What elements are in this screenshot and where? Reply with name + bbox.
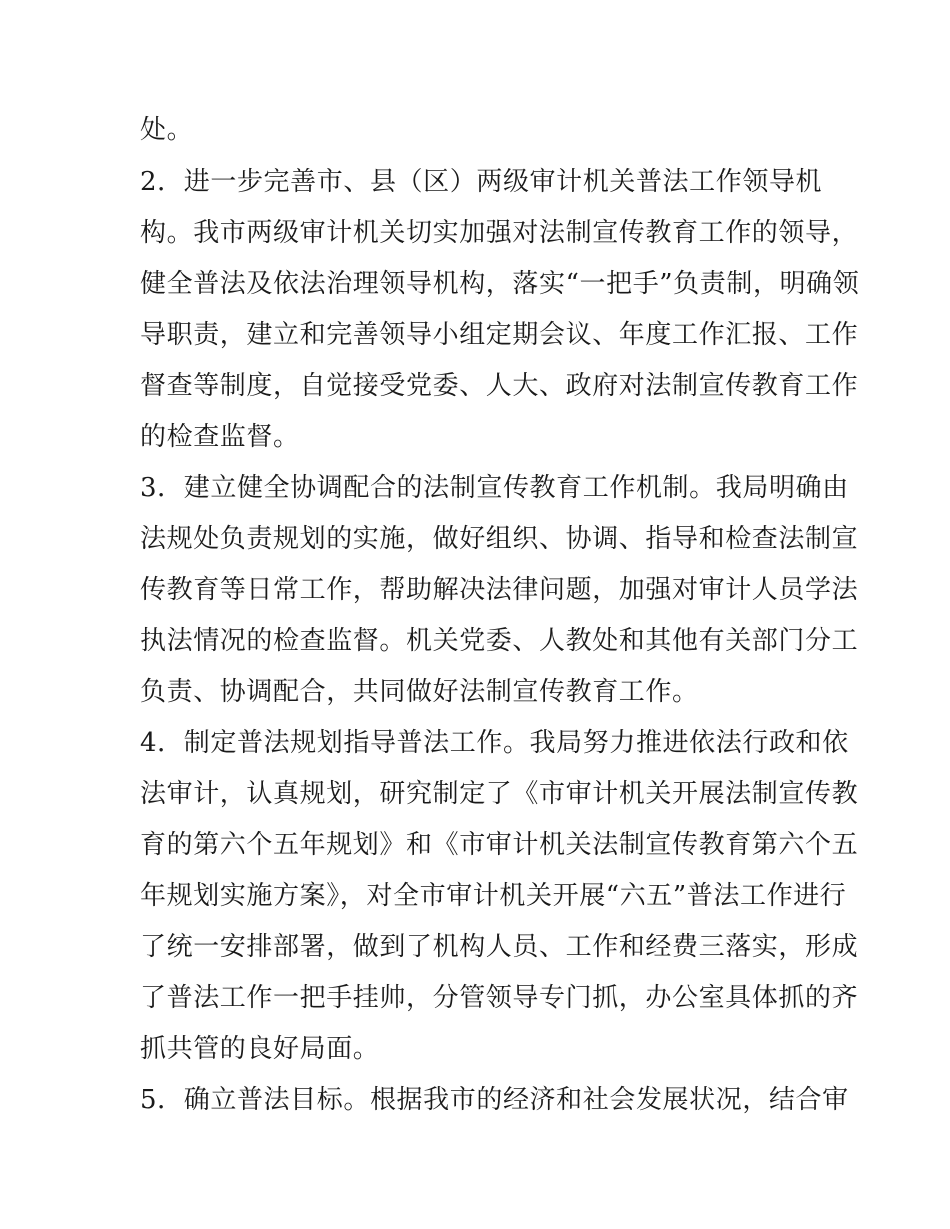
text-line: 育的第六个五年规划》和《市审计机关法制宣传教育第六个五 (140, 830, 859, 860)
text-line: 执法情况的检查监督。机关党委、人教处和其他有关部门分工 (140, 626, 859, 656)
text-line: 传教育等日常工作，帮助解决法律问题，加强对审计人员学法 (140, 575, 859, 605)
text-line: 抓共管的良好局面。 (140, 1034, 380, 1064)
text-line: 负责、协调配合，共同做好法制宣传教育工作。 (140, 677, 699, 707)
text-line: 的检查监督。 (140, 422, 300, 452)
text-line: 2．进一步完善市、县（区）两级审计机关普法工作领导机 (140, 167, 823, 197)
text-line: 5．确立普法目标。根据我市的经济和社会发展状况，结合审 (140, 1085, 849, 1115)
text-line: 法审计，认真规划，研究制定了《市审计机关开展法制宣传教 (140, 779, 859, 809)
text-line: 了统一安排部署，做到了机构人员、工作和经费三落实，形成 (140, 932, 859, 962)
text-line: 3．建立健全协调配合的法制宣传教育工作机制。我局明确由 (140, 473, 849, 503)
text-line: 了普法工作一把手挂帅，分管领导专门抓，办公室具体抓的齐 (140, 983, 859, 1013)
text-line: 年规划实施方案》，对全市审计机关开展“六五”普法工作进行 (140, 881, 847, 911)
text-line: 导职责，建立和完善领导小组定期会议、年度工作汇报、工作 (140, 320, 859, 350)
text-line: 4．制定普法规划指导普法工作。我局努力推进依法行政和依 (140, 728, 849, 758)
text-line: 健全普法及依法治理领导机构，落实“一把手”负责制，明确领 (140, 269, 860, 299)
text-line: 构。我市两级审计机关切实加强对法制宣传教育工作的领导， (140, 218, 859, 248)
text-line: 督查等制度，自觉接受党委、人大、政府对法制宣传教育工作 (140, 371, 859, 401)
text-line: 法规处负责规划的实施，做好组织、协调、指导和检查法制宣 (140, 524, 859, 554)
text-line: 处。 (140, 115, 194, 145)
